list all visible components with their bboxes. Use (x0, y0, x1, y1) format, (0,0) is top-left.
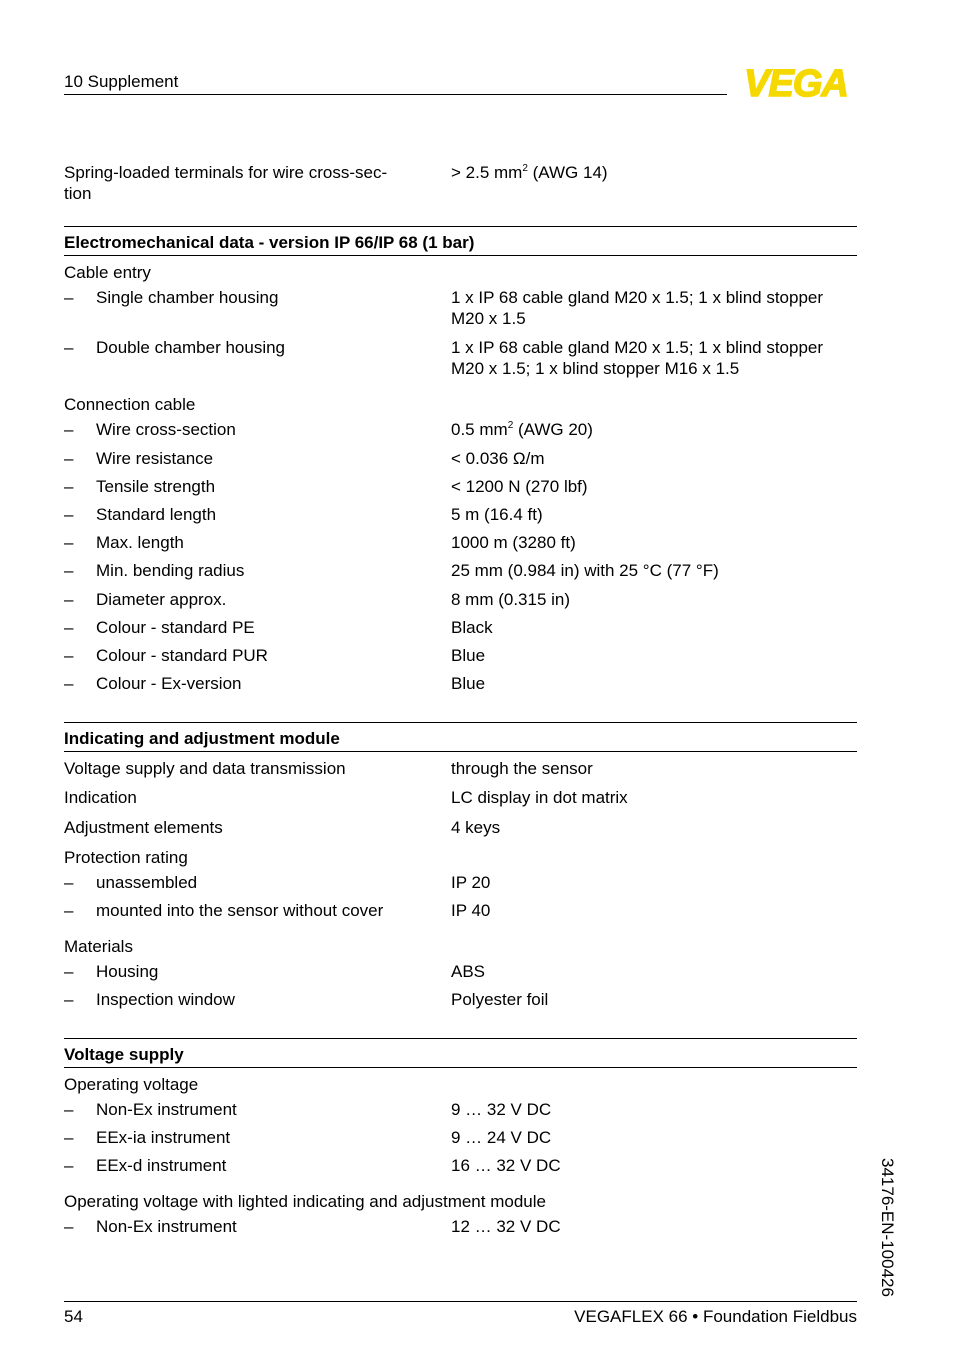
non-ex-label: Non-Ex instrument (96, 1100, 237, 1119)
dash-icon: – (64, 1128, 74, 1147)
dash-icon: – (64, 646, 74, 665)
eex-d-label: EEx-d instrument (96, 1156, 227, 1175)
housing-value: ABS (451, 962, 486, 981)
connection-cable-label: Connection cable (64, 395, 196, 414)
adjustment-value: 4 keys (451, 818, 501, 837)
dash-icon: – (64, 533, 74, 552)
dash-icon: – (64, 505, 74, 524)
cable-row-label: Colour - standard PE (96, 618, 255, 637)
electromechanical-title: Electromechanical data - version IP 66/IP 68 (1 bar) (64, 233, 475, 252)
dash-icon: – (64, 1156, 74, 1175)
section-rule-bottom (64, 255, 857, 256)
lighted-non-ex-value: 12 … 32 V DC (451, 1217, 561, 1236)
cable-row-value: < 0.036 Ω/m (451, 449, 545, 468)
document-number: 34176-EN-100426 (878, 1158, 897, 1297)
section-rule-bottom (64, 751, 857, 752)
header-rule (64, 94, 727, 95)
single-chamber-value-1: 1 x IP 68 cable gland M20 x 1.5; 1 x blind stopper (451, 288, 824, 307)
dash-icon: – (64, 990, 74, 1009)
cable-row-value: 25 mm (0.984 in) with 25 °C (77 °F) (451, 561, 719, 580)
protection-label: Protection rating (64, 848, 188, 867)
footer-product: VEGAFLEX 66 • Foundation Fieldbus (574, 1307, 857, 1326)
section-rule-top (64, 1038, 857, 1039)
voltage-transmission-label: Voltage supply and data transmission (64, 759, 346, 778)
cable-row-label: Standard length (96, 505, 217, 524)
indicating-title: Indicating and adjustment module (64, 729, 340, 748)
housing-label: Housing (96, 962, 159, 981)
cable-row-label: Diameter approx. (96, 590, 227, 609)
double-chamber-label: Double chamber housing (96, 338, 286, 357)
section-rule-bottom (64, 1067, 857, 1068)
cable-row-value: Blue (451, 646, 486, 665)
indication-value: LC display in dot matrix (451, 788, 628, 807)
dash-icon: – (64, 477, 74, 496)
cable-row-label: Colour - standard PUR (96, 646, 268, 665)
logo-text: VEGA (744, 66, 848, 98)
cable-row-value: < 1200 N (270 lbf) (451, 477, 588, 496)
dash-icon: – (64, 873, 74, 892)
materials-label: Materials (64, 937, 133, 956)
indication-label: Indication (64, 788, 137, 807)
terminals-value: > 2.5 $mm^2$ (AWG 14) (451, 163, 608, 182)
dash-icon: – (64, 420, 74, 439)
cable-row-label: Tensile strength (96, 477, 216, 496)
inspection-window-label: Inspection window (96, 990, 235, 1009)
page-number: 54 (64, 1307, 83, 1326)
adjustment-label: Adjustment elements (64, 818, 223, 837)
cable-row-value: 1000 m (3280 ft) (451, 533, 576, 552)
single-chamber-value-2: M20 x 1.5 (451, 309, 526, 328)
cable-row-label: Min. bending radius (96, 561, 245, 580)
section-header: 10 Supplement (64, 72, 179, 91)
cable-row-value: Black (451, 618, 493, 637)
dash-icon: – (64, 590, 74, 609)
dash-icon: – (64, 962, 74, 981)
cable-row-label: Max. length (96, 533, 184, 552)
cable-row-label: Wire resistance (96, 449, 214, 468)
double-chamber-value-2: M20 x 1.5; 1 x blind stopper M16 x 1.5 (451, 359, 740, 378)
dash-icon: – (64, 288, 74, 307)
vega-logo (734, 66, 858, 98)
operating-voltage-label: Operating voltage (64, 1075, 199, 1094)
cable-row-value: Blue (451, 674, 486, 693)
dash-icon: – (64, 561, 74, 580)
dash-icon: – (64, 1217, 74, 1236)
dash-icon: – (64, 338, 74, 357)
cable-row-value: 8 mm (0.315 in) (451, 590, 571, 609)
cable-entry-label: Cable entry (64, 263, 151, 282)
voltage-supply-title: Voltage supply (64, 1045, 184, 1064)
single-chamber-label: Single chamber housing (96, 288, 279, 307)
eex-ia-label: EEx-ia instrument (96, 1128, 231, 1147)
dash-icon: – (64, 1100, 74, 1119)
wire-cross-section-label: Wire cross-section (96, 420, 236, 439)
dash-icon: – (64, 449, 74, 468)
lighted-non-ex-label: Non-Ex instrument (96, 1217, 237, 1236)
cable-row-value: 5 m (16.4 ft) (451, 505, 543, 524)
eex-d-value: 16 … 32 V DC (451, 1156, 561, 1175)
unassembled-label: unassembled (96, 873, 198, 892)
unassembled-value: IP 20 (451, 873, 491, 892)
double-chamber-value-1: 1 x IP 68 cable gland M20 x 1.5; 1 x blind stopper (451, 338, 824, 357)
terminals-label-line1: Spring-loaded terminals for wire cross-sec- (64, 163, 388, 182)
lighted-voltage-label: Operating voltage with lighted indicating and adjustment module (64, 1192, 546, 1211)
dash-icon: – (64, 674, 74, 693)
section-rule-top (64, 226, 857, 227)
section-rule-top (64, 722, 857, 723)
mounted-value: IP 40 (451, 901, 491, 920)
non-ex-value: 9 … 32 V DC (451, 1100, 552, 1119)
voltage-transmission-value: through the sensor (451, 759, 593, 778)
inspection-window-value: Polyester foil (451, 990, 549, 1009)
terminals-label-line2: tion (64, 184, 92, 203)
footer-rule (64, 1301, 857, 1302)
wire-cross-section-value: 0.5 $mm^2$ (AWG 20) (451, 420, 593, 439)
dash-icon: – (64, 901, 74, 920)
mounted-label: mounted into the sensor without cover (96, 901, 384, 920)
cable-row-label: Colour - Ex-version (96, 674, 242, 693)
dash-icon: – (64, 618, 74, 637)
eex-ia-value: 9 … 24 V DC (451, 1128, 552, 1147)
